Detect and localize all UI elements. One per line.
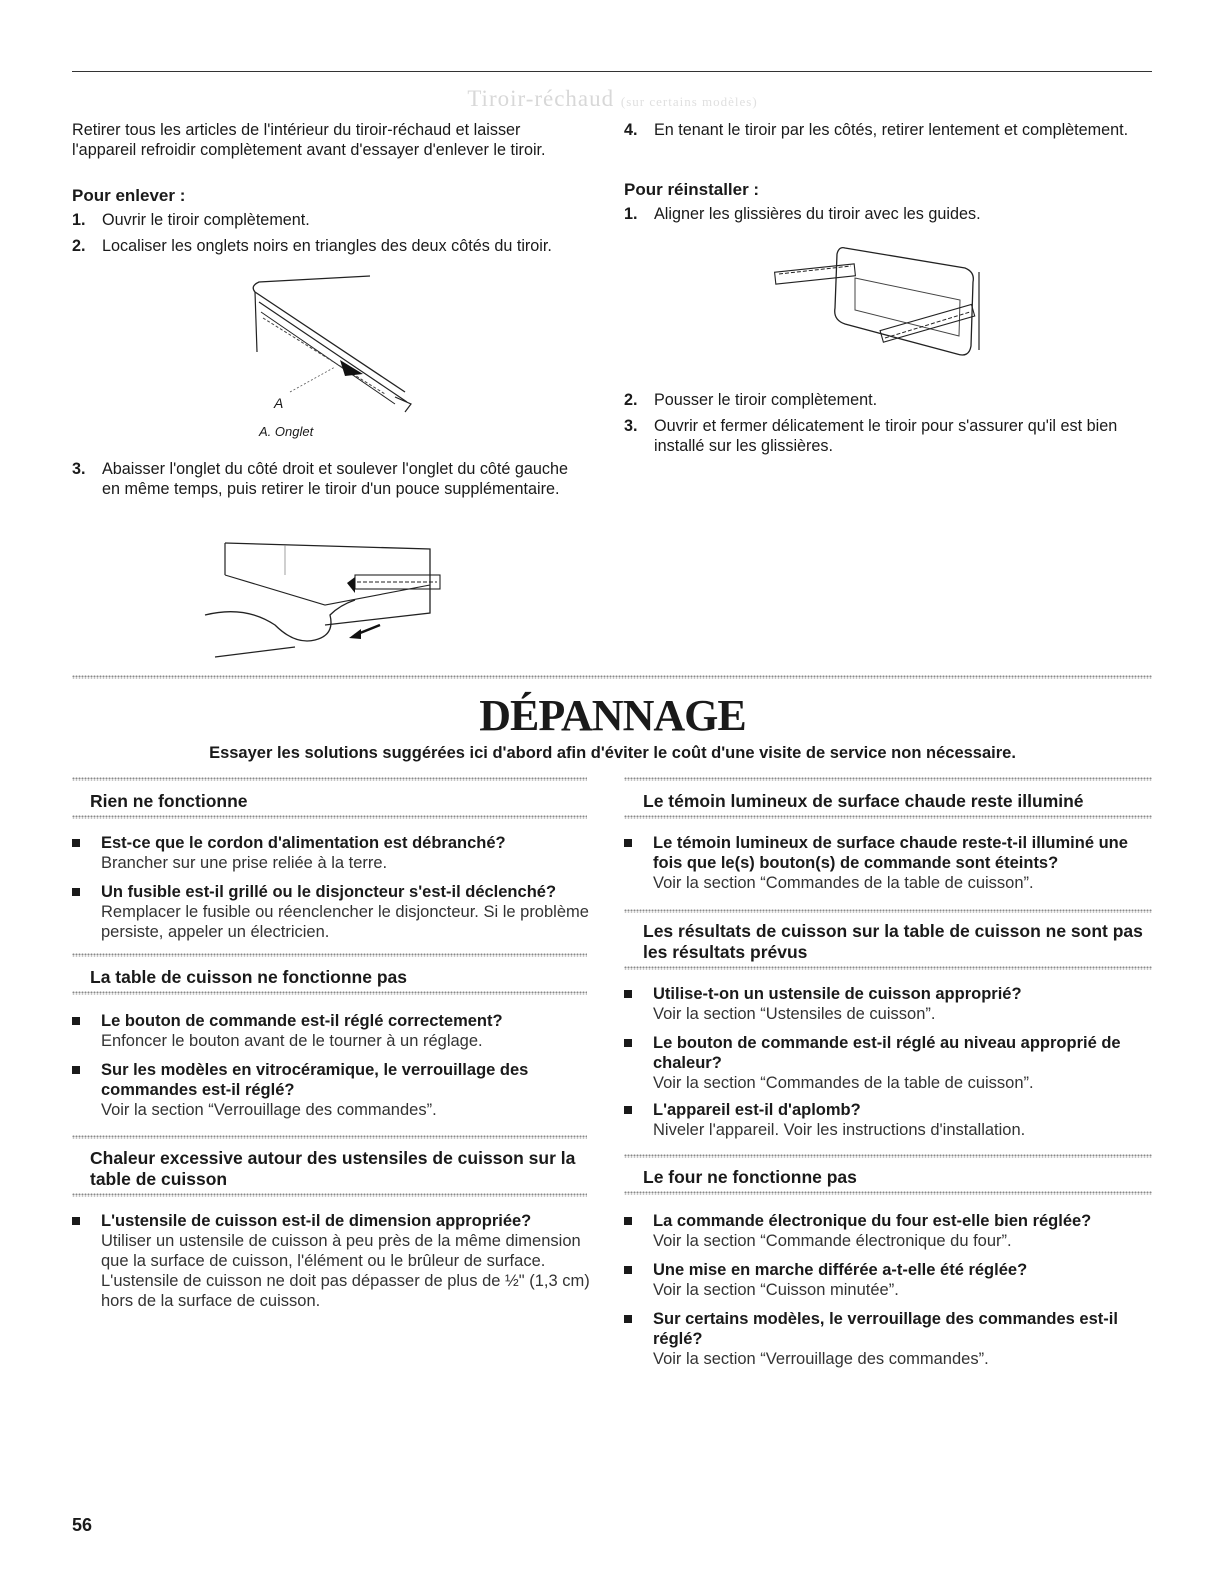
divider (72, 953, 587, 957)
remove-heading: Pour enlever : (72, 186, 186, 205)
step-number: 4. (624, 121, 638, 139)
divider (624, 815, 1152, 819)
question: Un fusible est-il grillé ou le disjoncteur s'est-il déclenché? (101, 883, 557, 901)
question: Le bouton de commande est-il réglé correctement? (101, 1012, 503, 1030)
list-item (72, 1060, 592, 1120)
section-title (0, 86, 1225, 112)
reinstall-step-3 (624, 416, 1144, 456)
figure1-label: A (274, 395, 284, 411)
step-text: Ouvrir et fermer délicatement le tiroir pour s'assurer qu'il est bien installé sur les glissières. (654, 417, 1118, 455)
page-number: 56 (72, 1515, 93, 1535)
step-text: Aligner les glissières du tiroir avec les guides. (654, 205, 981, 223)
list-item (72, 882, 592, 942)
bullet (72, 1217, 80, 1225)
question: Sur les modèles en vitrocéramique, le verrouillage des commandes est-il réglé? (101, 1061, 529, 1099)
list-item (72, 1211, 592, 1311)
divider (72, 1193, 587, 1197)
heading-resultats-cuisson: Les résultats de cuisson sur la table de cuisson ne sont pas les résultats prévus (643, 921, 1143, 962)
divider (72, 1135, 587, 1139)
step-number: 1. (72, 211, 86, 229)
answer: Voir la section “Commande électronique du four”. (653, 1232, 1012, 1250)
step-text: En tenant le tiroir par les côtés, retirer lentement et complètement. (654, 121, 1129, 139)
question: Le bouton de commande est-il réglé au niveau approprié de chaleur? (653, 1034, 1121, 1072)
bullet (624, 1315, 632, 1323)
list-item (72, 833, 592, 873)
question: Est-ce que le cordon d'alimentation est débranché? (101, 834, 506, 852)
list-item (624, 1211, 1139, 1251)
drawer-removal-illustration (205, 535, 455, 665)
reinstall-heading: Pour réinstaller : (624, 180, 760, 199)
list-item (624, 833, 1139, 893)
section-title-note: (sur certains modèles) (620, 94, 758, 109)
divider (72, 815, 587, 819)
remove-step-2 (72, 236, 572, 256)
step-number: 3. (624, 417, 638, 435)
question: Sur certains modèles, le verrouillage des commandes est-il réglé? (653, 1310, 1118, 1348)
heading-temoin-lumineux: Le témoin lumineux de surface chaude reste illuminé (643, 791, 1084, 811)
divider (624, 1191, 1152, 1195)
answer: Voir la section “Commandes de la table de cuisson”. (653, 874, 1034, 892)
list-item (624, 1309, 1139, 1369)
bullet (624, 1266, 632, 1274)
bullet (624, 1217, 632, 1225)
question: L'appareil est-il d'aplomb? (653, 1101, 861, 1119)
troubleshooting-intro: Essayer les solutions suggérées ici d'abord afin d'éviter le coût d'une visite de service non nécessaire. (209, 744, 1016, 762)
remove-step-4 (624, 120, 1144, 140)
heading-rien-ne-fonctionne: Rien ne fonctionne (90, 791, 248, 811)
drawer-glides-illustration (775, 238, 990, 368)
answer: Utiliser un ustensile de cuisson à peu près de la même dimension que la surface de cuisson, l'élément ou le brûleur de surface. L'ustensile de cuisson ne doit pas dépasser de plus de ½" (1,3 cm) hors de la surface de cuisson. (101, 1232, 590, 1310)
heading-table-de-cuisson: La table de cuisson ne fonctionne pas (90, 967, 407, 987)
divider (624, 909, 1152, 913)
step-text: Localiser les onglets noirs en triangles des deux côtés du tiroir. (102, 237, 552, 255)
answer: Voir la section “Commandes de la table de cuisson”. (653, 1074, 1034, 1092)
question: Utilise-t-on un ustensile de cuisson approprié? (653, 985, 1022, 1003)
remove-step-1 (72, 210, 572, 230)
list-item (624, 1100, 1139, 1140)
step-number: 2. (72, 237, 86, 255)
divider (624, 1154, 1152, 1158)
answer: Voir la section “Verrouillage des commandes”. (101, 1101, 437, 1119)
bullet (72, 1066, 80, 1074)
divider (72, 991, 587, 995)
bullet (624, 990, 632, 998)
bullet (72, 839, 80, 847)
drawer-intro: Retirer tous les articles de l'intérieur du tiroir-réchaud et laisser l'appareil refroidir complètement avant d'essayer d'enlever le tiroir. (72, 121, 546, 159)
drawer-tab-illustration (245, 272, 425, 417)
answer: Remplacer le fusible ou réenclencher le disjoncteur. Si le problème persiste, appeler un électricien. (101, 903, 589, 941)
list-item (624, 984, 1139, 1024)
reinstall-step-2 (624, 390, 1144, 410)
bullet (72, 1017, 80, 1025)
list-item (624, 1260, 1139, 1300)
top-rule (72, 71, 1152, 72)
bullet (72, 888, 80, 896)
divider (624, 777, 1152, 781)
question: Une mise en marche différée a-t-elle été réglée? (653, 1261, 1028, 1279)
reinstall-step-1 (624, 204, 1144, 224)
question: Le témoin lumineux de surface chaude reste-t-il illuminé une fois que le(s) bouton(s) de commande sont éteints? (653, 834, 1128, 872)
bullet (624, 839, 632, 847)
step-text: Ouvrir le tiroir complètement. (102, 211, 310, 229)
answer: Voir la section “Verrouillage des commandes”. (653, 1350, 989, 1368)
heading-four-ne-fonctionne: Le four ne fonctionne pas (643, 1167, 857, 1187)
answer: Brancher sur une prise reliée à la terre. (101, 854, 388, 872)
divider (72, 777, 587, 781)
remove-step-3 (72, 459, 572, 499)
answer: Voir la section “Ustensiles de cuisson”. (653, 1005, 936, 1023)
troubleshooting-title: DÉPANNAGE (479, 691, 746, 740)
question: La commande électronique du four est-elle bien réglée? (653, 1212, 1092, 1230)
list-item (624, 1033, 1139, 1093)
step-number: 2. (624, 391, 638, 409)
list-item (72, 1011, 592, 1051)
section-divider (72, 675, 1152, 679)
answer: Niveler l'appareil. Voir les instructions d'installation. (653, 1121, 1026, 1139)
answer: Enfoncer le bouton avant de le tourner à un réglage. (101, 1032, 483, 1050)
bullet (624, 1039, 632, 1047)
section-title-text: Tiroir-réchaud (467, 86, 615, 111)
step-text: Pousser le tiroir complètement. (654, 391, 878, 409)
figure1-caption: A. Onglet (259, 424, 314, 439)
step-text: Abaisser l'onglet du côté droit et soulever l'onglet du côté gauche en même temps, puis retirer le tiroir d'un pouce supplémentaire. (102, 460, 569, 498)
heading-chaleur-excessive: Chaleur excessive autour des ustensiles de cuisson sur la table de cuisson (90, 1148, 576, 1189)
step-number: 3. (72, 460, 86, 478)
question: L'ustensile de cuisson est-il de dimension appropriée? (101, 1212, 532, 1230)
divider (624, 966, 1152, 970)
bullet (624, 1106, 632, 1114)
answer: Voir la section “Cuisson minutée”. (653, 1281, 899, 1299)
step-number: 1. (624, 205, 638, 223)
